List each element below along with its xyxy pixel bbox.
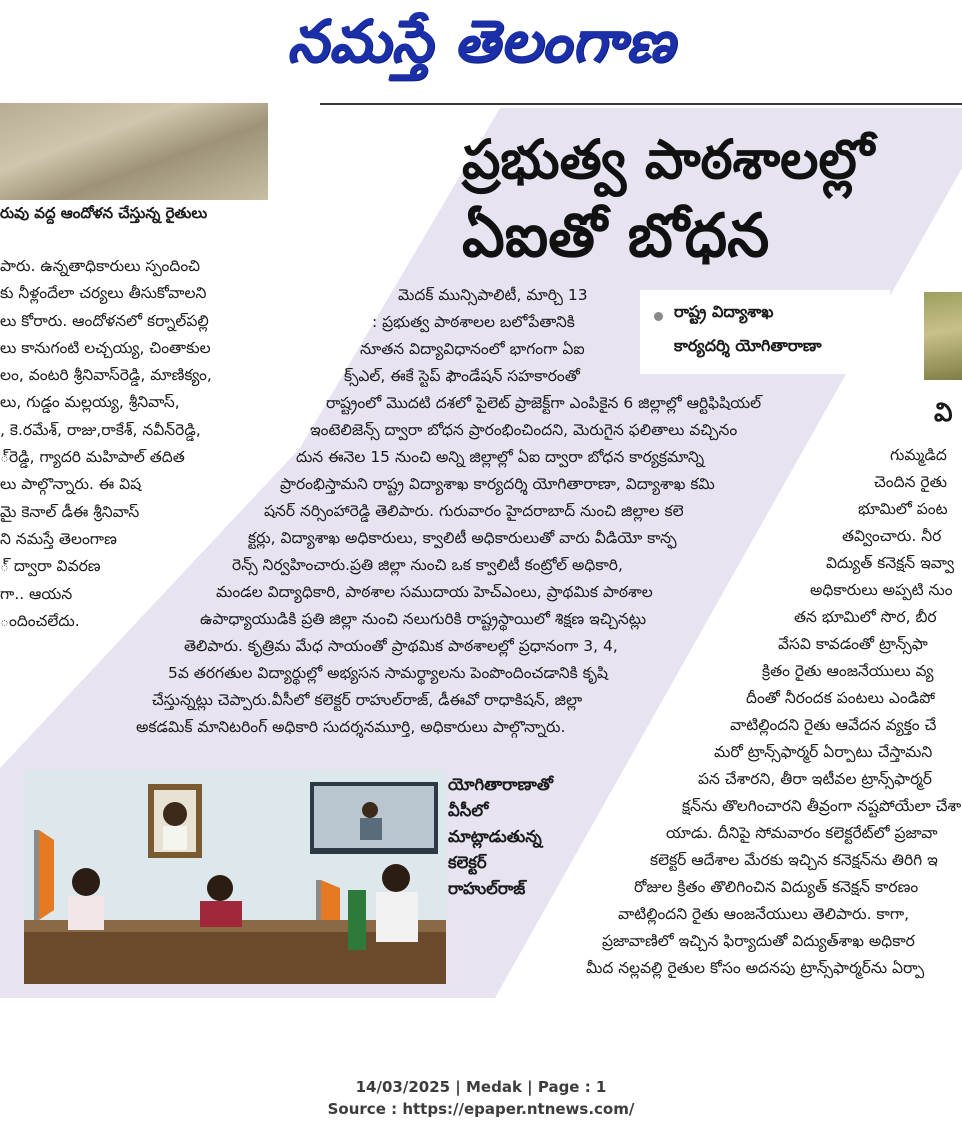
right-story-line: పన చేశారని, తీరా ఇటీవల ట్రాన్స్‌ఫార్మర్ (698, 770, 932, 788)
decorative-circle (360, 172, 400, 212)
video-conference-illustration (24, 770, 446, 984)
masthead-title: నమస్తే తెలంగాణ (287, 7, 675, 75)
main-story-line: క్స్‌ఎల్, ఈకే స్టెప్ ఫౌండేషన్ సహకారంతో (344, 367, 580, 385)
main-story-line: రాష్ట్రంలో మొదటి దశలో పైలెట్ ప్రాజెక్ట్‌గా ఎంపికైన 6 జిల్లాల్లో ఆర్టిఫిషియల్ (326, 394, 762, 412)
text-line: లు కానుగంటి లచ్చయ్య, చింతాకుల (0, 338, 211, 357)
right-story-line: మరో ట్రాన్స్‌ఫార్మర్ ఏర్పాటు చేస్తామని (714, 743, 933, 761)
right-story-line: వేసవి కావడంతో ట్రాన్స్‌ఫా (778, 635, 928, 653)
left-photo-caption: రువు వద్ద ఆందోళన చేస్తున్న రైతులు (0, 204, 208, 222)
right-story-line: విద్యుత్ కనెక్షన్ ఇవ్వా (826, 554, 955, 572)
main-story-line: మండల విద్యాధికారి, పాఠశాల సముదాయ హెచ్‌ఎంలు, ప్రాథమిక పాఠశాల (216, 583, 653, 601)
text-line: లం, వంటరి శ్రీనివాస్‌రెడ్డి, మాణిక్యం, (0, 366, 212, 385)
main-story-line: ప్రారంభిస్తామని రాష్ట్ర విద్యాశాఖ కార్యదర్శి యోగితారాణా, విద్యాశాఖ కమి (280, 475, 715, 493)
main-story-line: ఇంటెలిజెన్స్ ద్వారా బోధన ప్రారంభించిందని, మెరుగైన ఫలితాలు వచ్చినం (310, 421, 738, 439)
right-story-line: యాడు. దీనిపై సోమవారం కలెక్టరేట్‌లో ప్రజావా (666, 824, 938, 842)
right-story-line: దీంతో నీరందక పంటలు ఎండిపో (746, 689, 936, 707)
caption-line: వీసీలో (448, 801, 489, 820)
main-story-line: మెదక్ మున్సిపాలిటీ, మార్చి 13 (398, 286, 588, 304)
right-story-line: అధికారులు అప్పటి నుం (810, 581, 953, 599)
text-line: పారు. ఉన్నతాధికారులు స్పందించి (0, 257, 201, 275)
main-story-line: : ప్రభుత్వ పాఠశాలల బలోపేతానికి (372, 313, 575, 331)
caption-line: మాట్లాడుతున్న (448, 827, 542, 846)
main-story-line: తెలిపారు. కృత్రిమ మేధ సాయంతో ప్రాథమిక పాఠశాలల్లో ప్రధానంగా 3, 4, (184, 637, 618, 655)
pull-quote-box (640, 290, 890, 374)
farmers-protest-photo (0, 103, 268, 200)
text-line: కు నీళ్లందేలా చర్యలు తీసుకోవాలని (0, 284, 207, 303)
right-story-line: వాటిల్లిందని రైతు ఆవేదన వ్యక్తం చే (730, 716, 937, 734)
right-story-line: వాటిల్లిందని రైతు ఆంజనేయులు తెలిపారు. కాగా, (618, 905, 910, 923)
caption-line: యోగితారాణాతో (448, 775, 553, 794)
text-line: లు పాల్గొన్నారు. ఈ విష (0, 475, 142, 494)
text-line: లు కోరారు. ఆందోళనలో కర్నాల్‌పల్లి (0, 311, 209, 330)
right-story-line: ప్రజావాణిలో ఇచ్చిన ఫిర్యాదుతో విద్యుత్‌శాఖ అధికార (602, 932, 915, 950)
text-line: మై కెనాల్ డీఈ శ్రీనివాస్ (0, 502, 140, 521)
main-story-line: క్టర్లు, విద్యాశాఖ అధికారులు, క్వాలిటీ అధికారులుతో వారు వీడియో కాన్ఫ (248, 529, 677, 547)
right-story-line: క్రితం రైతు ఆంజనేయులు వ్య (762, 662, 934, 680)
footer-source-line: Source : https://epaper.ntnews.com/ (327, 1100, 635, 1118)
page-footer (0, 1076, 962, 1120)
right-story-line: మీద నల్లవల్లి రైతుల కోసం అదనపు ట్రాన్స్‌ఫార్మర్‌ను ఏర్పా (586, 959, 925, 977)
main-story-line: షనర్ నర్సింహారెడ్డి తెలిపారు. గురువారం హైదరాబాద్ నుంచి జిల్లాల కలె (264, 502, 684, 520)
main-story-line: ఉపాధ్యాయుడికి ప్రతి జిల్లా నుంచి నలుగురికి రాష్ట్రస్థాయిలో శిక్షణ ఇచ్చినట్లు (200, 610, 647, 628)
right-story-line: రోజుల క్రితం తొలిగించిన విద్యుత్ కనెక్షన్ కారణం (634, 878, 919, 896)
caption-line: రాహుల్‌రాజ్ (448, 879, 526, 898)
decorative-circle (326, 172, 354, 200)
right-story-headline: వి (934, 398, 953, 428)
text-line: ్‌రెడ్డి, గ్యాదరి మహిపాల్ తదిత (0, 448, 185, 467)
right-story-line: భూమిలో పంట (858, 500, 948, 518)
right-story-line: చెందిన రైతు (874, 473, 948, 491)
main-story-line: అకడమిక్ మానిటరింగ్ అధికారి సుదర్శనమూర్తి, అధికారులు పాల్గొన్నారు. (136, 718, 566, 736)
top-rule (320, 103, 962, 105)
text-line: ని నమస్తే తెలంగాణ (0, 529, 117, 548)
headline-line-1: ప్రభుత్వ పాఠశాలల్లో (462, 128, 875, 191)
headline-line-2: ఏఐతో బోధన (462, 201, 770, 271)
right-story-line: తన భూమిలో సొర, బీర (794, 608, 937, 626)
main-story-line: 5వ తరగతుల విద్యార్థుల్లో అభ్యసన సామర్థ్యాలను పెంపొందించడానికి కృషి (168, 664, 608, 682)
right-story-line: కలెక్టర్ ఆదేశాల మేరకు ఇచ్చిన కనెక్షన్‌ను తిరిగి ఇ (650, 851, 938, 869)
pull-quote-line: కార్యదర్శి యోగితారాణా (674, 336, 822, 355)
bullet-icon (654, 312, 663, 321)
decorative-circle (330, 128, 366, 164)
pull-quote-line: రాష్ట్ర విద్యాశాఖ (674, 302, 774, 321)
text-line: , కె.రమేశ్, రాజు,రాకేశ్, నవీన్‌రెడ్డి, (0, 420, 201, 439)
right-story-line: గుమ్మడిద (890, 446, 947, 464)
text-line: గా.. ఆయన (0, 584, 73, 603)
right-story-photo (924, 292, 962, 380)
right-story-line: తవ్వించారు. నీర (842, 527, 942, 545)
decorative-circle (372, 140, 398, 166)
text-line: ్ ద్వారా వివరణ (0, 557, 101, 576)
photo-caption (448, 772, 553, 902)
text-line: ందించలేదు. (0, 611, 80, 630)
main-story-line: నూతన విద్యావిధానంలో భాగంగా ఏఐ (360, 340, 585, 358)
caption-line: కలెక్టర్ (448, 853, 487, 872)
text-line: లు, గుడ్డం మల్లయ్య, శ్రీనివాస్, (0, 393, 180, 412)
right-story-line: క్షన్‌ను తొలగించారని తీవ్రంగా నష్టపోయేలా చేశా (682, 797, 962, 815)
video-conference-photo (24, 770, 446, 984)
main-story-line: రెన్స్ నిర్వహించారు.ప్రతి జిల్లా నుంచి ఒక క్వాలిటీ కంట్రోల్ అధికారి, (232, 556, 623, 574)
footer-date-line: 14/03/2025 | Medak | Page : 1 (355, 1078, 607, 1096)
main-story-line: చేస్తున్నట్లు చెప్పారు.వీసీలో కలెక్టర్ రాహుల్‌రాజ్, డీఈవో రాధాకిషన్, జిల్లా (152, 691, 583, 709)
main-story-line: దున ఈనెల 15 నుంచి అన్ని జిల్లాల్లో ఏఐ ద్వారా బోధన కార్యక్రమాన్ని (296, 448, 705, 466)
